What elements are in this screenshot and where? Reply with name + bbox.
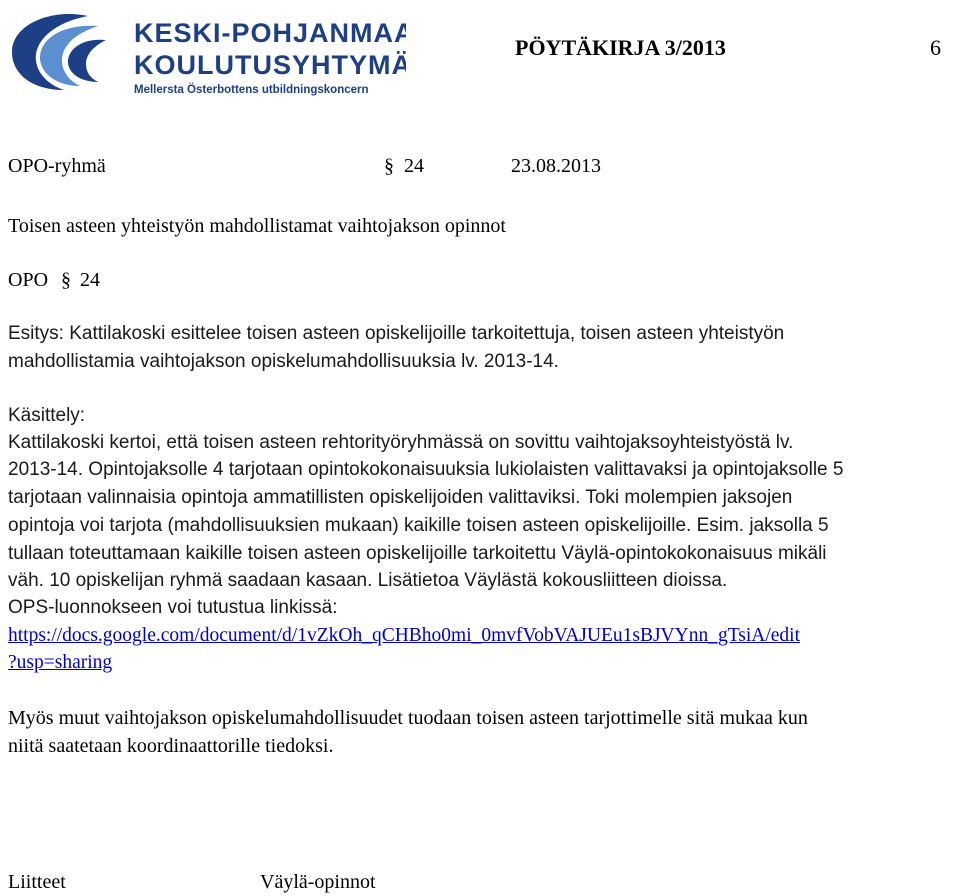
section-number: 24 [404, 155, 424, 177]
document-title: PÖYTÄKIRJA 3/2013 [515, 35, 726, 60]
item-reference-number: 24 [80, 269, 101, 291]
proposal-line-2: mahdollistamia vaihtojakson opiskelumahdollisuuksia lv. 2013-14. [8, 351, 559, 372]
meeting-group: OPO-ryhmä [8, 155, 106, 177]
attachment-item: Väylä-opinnot [260, 871, 376, 893]
logo-name-line2: KOULUTUSYHTYMÄ [134, 50, 406, 80]
handling-line-7: OPS-luonnokseen voi tutustua linkissä: [8, 597, 338, 618]
proposal-line-1: Esitys: Kattilakoski esittelee toisen asteen opiskelijoille tarkoitettuja, toisen asteen yhteistyön [8, 323, 785, 344]
ops-draft-link-line-1[interactable] [8, 622, 800, 650]
item-title: Toisen asteen yhteistyön mahdollistamat vaihtojakson opinnot [8, 215, 506, 237]
handling-line-5: tullaan toteuttamaan kaikille toisen asteen opiskelijoille tarkoitettu Väylä-opintokokonaisuus mikäli [8, 543, 827, 564]
item-reference [8, 266, 100, 294]
section-symbol: § [384, 155, 394, 177]
logo-emblem-icon [6, 6, 406, 98]
meeting-date: 23.08.2013 [511, 155, 601, 177]
handling-line-3: tarjotaan valinnaisia opintoja ammatillisten opiskelijoiden valittaviksi. Toki molempien jaksojen [8, 487, 793, 508]
decision-line-2: niitä saatetaan koordinaattorille tiedoksi. [8, 735, 334, 757]
handling-line-4: opintoja voi tarjota (mahdollisuuksien mukaan) kaikille toisen asteen opiskelijoille. Esim. jaksolla 5 [8, 515, 829, 536]
handling-line-6: väh. 10 opiskelijan ryhmä saadaan kasaan. Lisätietoa Väylästä kokousliitteen dioissa. [8, 570, 728, 591]
logo-tagline: Mellersta Österbottens utbildningskoncern [134, 84, 369, 96]
ops-draft-link[interactable]: https://docs.google.com/document/d/1vZkOh_qCHBho0mi_0mvfVobVAJUEu1sBJVYnn_gTsiA/edit [8, 625, 800, 646]
handling-line-2: 2013-14. Opintojaksolle 4 tarjotaan opintokokonaisuuksia lukiolaisten valittavaksi ja opintojaksolle 5 [8, 459, 844, 480]
item-reference-label: OPO [8, 269, 49, 291]
logo-name-line1: KESKI-POHJANMAAN [134, 18, 406, 48]
attachments-label: Liitteet [8, 871, 66, 893]
page-number: 6 [930, 35, 941, 60]
item-reference-symbol: § [61, 269, 72, 291]
organization-logo [6, 6, 406, 98]
ops-draft-link-continued[interactable]: ?usp=sharing [8, 652, 113, 673]
ops-draft-link-line-2[interactable] [8, 649, 112, 677]
handling-heading: Käsittely: [8, 405, 86, 426]
handling-line-1: Kattilakoski kertoi, että toisen asteen rehtorityöryhmässä on sovittu vaihtojaksoyhteistyöstä lv. [8, 432, 794, 453]
decision-line-1: Myös muut vaihtojakson opiskelumahdollisuudet tuodaan toisen asteen tarjottimelle sitä mukaa kun [8, 707, 808, 729]
